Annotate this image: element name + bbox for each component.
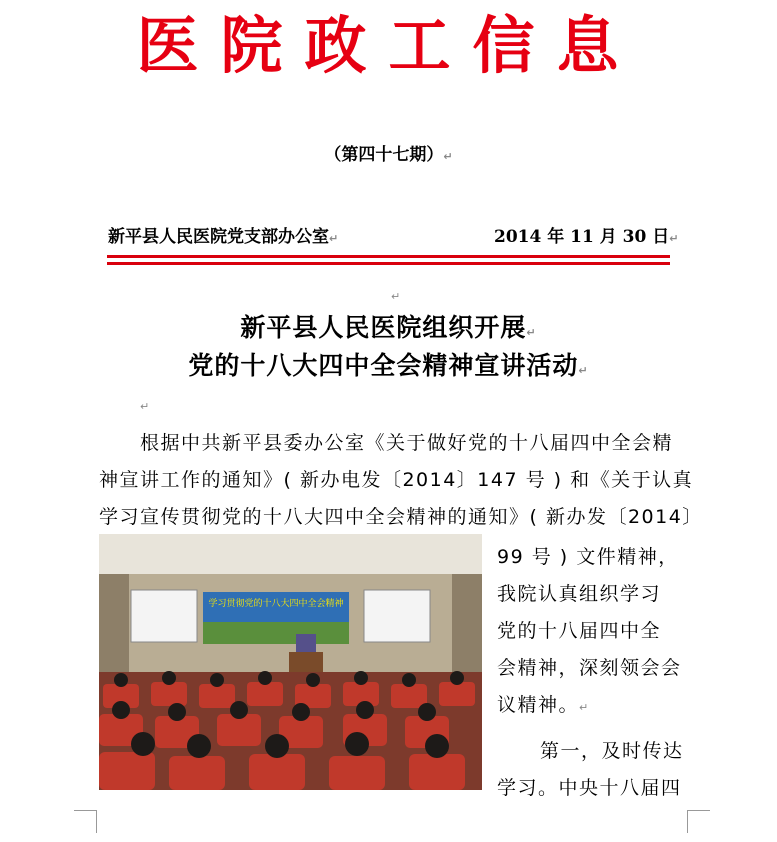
body-line: 党的十八届四中全 (497, 620, 662, 642)
body-line: 神宣讲工作的通知》( 新办电发〔2014〕147 号 ) 和《关于认真 (99, 469, 694, 491)
body-line: 第一，及时传达 (540, 740, 684, 762)
masthead-title: 医院政工信息 (136, 9, 641, 82)
red-divider-bottom (107, 262, 670, 265)
issue-date: 2014 年 11 月 30 日↵ (494, 227, 679, 247)
article-title-line1: 新平县人民医院组织开展↵ (240, 313, 537, 342)
body-line: 学习。中央十八届四 (497, 777, 682, 799)
lecture-photo (99, 534, 482, 790)
body-line: 议精神。↵ (497, 694, 590, 716)
body-line: 我院认真组织学习 (497, 583, 662, 605)
article-title-line2: 党的十八大四中全会精神宣讲活动↵ (188, 351, 589, 380)
body-line: 根据中共新平县委办公室《关于做好党的十八届四中全会精 (140, 432, 674, 454)
page-corner-mark-left (74, 810, 97, 833)
body-line: 99 号 ) 文件精神， (497, 546, 679, 568)
paragraph-mark: ↵ (391, 290, 401, 303)
body-line: 会精神，深刻领会会 (497, 657, 682, 679)
page-corner-mark-right (687, 810, 710, 833)
paragraph-mark: ↵ (140, 400, 150, 413)
issue-number: （第四十七期）↵ (324, 145, 453, 165)
banner-text: 学习贯彻党的十八大四中全会精神 (208, 599, 344, 609)
issuing-office: 新平县人民医院党支部办公室↵ (108, 227, 339, 247)
red-divider-top (107, 255, 670, 258)
body-line: 学习宣传贯彻党的十八大四中全会精神的通知》( 新办发〔2014〕 (99, 506, 703, 528)
